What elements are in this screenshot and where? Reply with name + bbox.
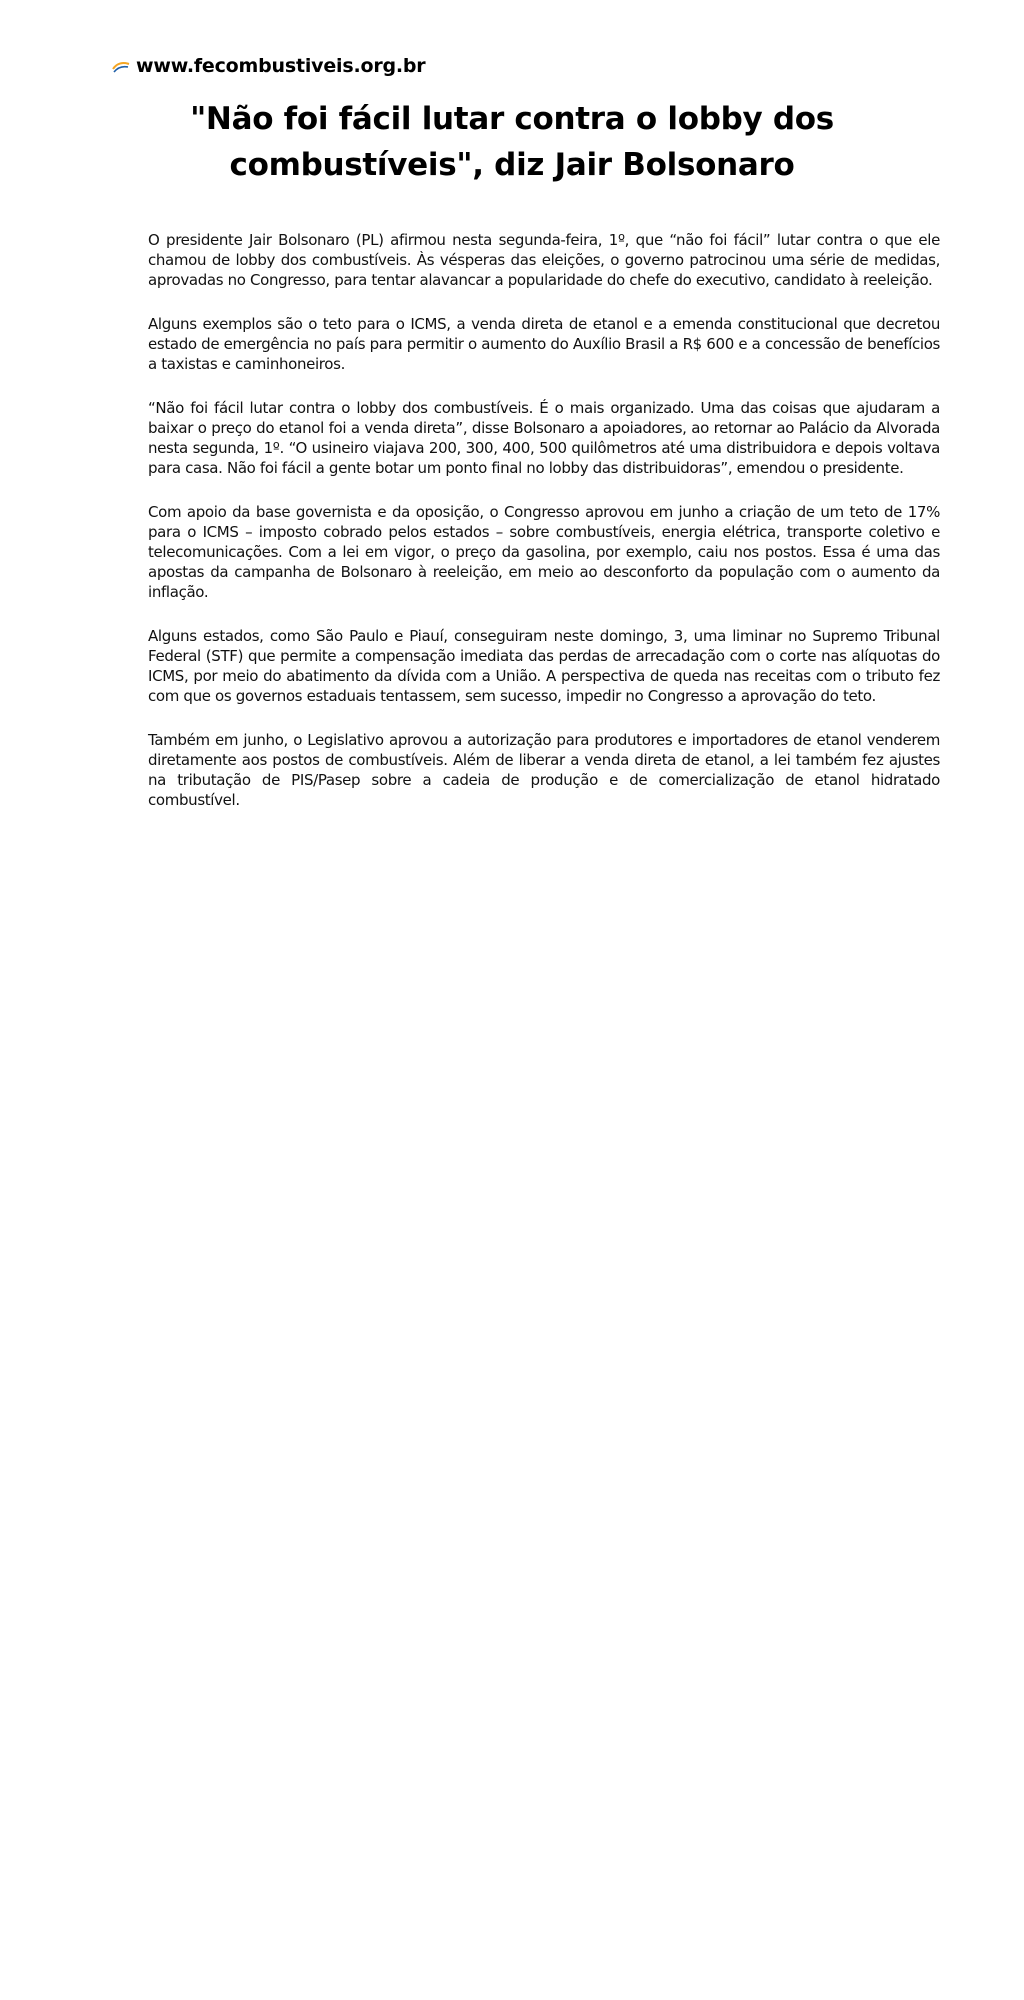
site-url[interactable]: www.fecombustiveis.org.br <box>136 55 426 77</box>
article-paragraph: Alguns exemplos são o teto para o ICMS, a venda direta de etanol e a emenda constitucional que decretou estado de emergência no país para permitir o aumento do Auxílio Brasil a R$ 600 e a concessão de benefícios a taxistas e caminhoneiros. <box>148 315 940 373</box>
article-paragraph: Alguns estados, como São Paulo e Piauí, conseguiram neste domingo, 3, uma liminar no Supremo Tribunal Federal (STF) que permite a compensação imediata das perdas de arrecadação com o corte nas alíquotas do ICMS, por meio do abatimento da dívida com a União. A perspectiva de queda nas receitas com o tributo fez com que os governos estaduais tentassem, sem sucesso, impedir no Congresso a aprovação do teto. <box>148 627 940 705</box>
article-paragraph: Com apoio da base governista e da oposição, o Congresso aprovou em junho a criação de um teto de 17% para o ICMS – imposto cobrado pelos estados – sobre combustíveis, energia elétrica, transporte coletivo e telecomunicações. Com a lei em vigor, o preço da gasolina, por exemplo, caiu nos postos. Essa é uma das apostas da campanha de Bolsonaro à reeleição, em meio ao desconforto da população com o aumento da inflação. <box>148 503 940 601</box>
article-body <box>148 230 940 834</box>
article-title: "Não foi fácil lutar contra o lobby dos combustíveis", diz Jair Bolsonaro <box>190 101 834 183</box>
site-header <box>112 52 425 80</box>
article-paragraph: O presidente Jair Bolsonaro (PL) afirmou nesta segunda-feira, 1º, que “não foi fácil” lutar contra o que ele chamou de lobby dos combustíveis. Às vésperas das eleições, o governo patrocinou uma série de medidas, aprovadas no Congresso, para tentar alavancar a popularidade do chefe do executivo, candidato à reeleição. <box>148 231 940 289</box>
article-paragraph: Também em junho, o Legislativo aprovou a autorização para produtores e importadores de etanol venderem diretamente aos postos de combustíveis. Além de liberar a venda direta de etanol, a lei também fez ajustes na tributação de PIS/Pasep sobre a cadeia de produção e de comercialização de etanol hidratado combustível. <box>148 731 940 809</box>
article-paragraph: “Não foi fácil lutar contra o lobby dos combustíveis. É o mais organizado. Uma das coisas que ajudaram a baixar o preço do etanol foi a venda direta”, disse Bolsonaro a apoiadores, ao retornar ao Palácio da Alvorada nesta segunda, 1º. “O usineiro viajava 200, 300, 400, 500 quilômetros até uma distribuidora e depois voltava para casa. Não foi fácil a gente botar um ponto final no lobby das distribuidoras”, emendou o presidente. <box>148 399 940 477</box>
swoosh-logo-icon <box>112 59 130 73</box>
